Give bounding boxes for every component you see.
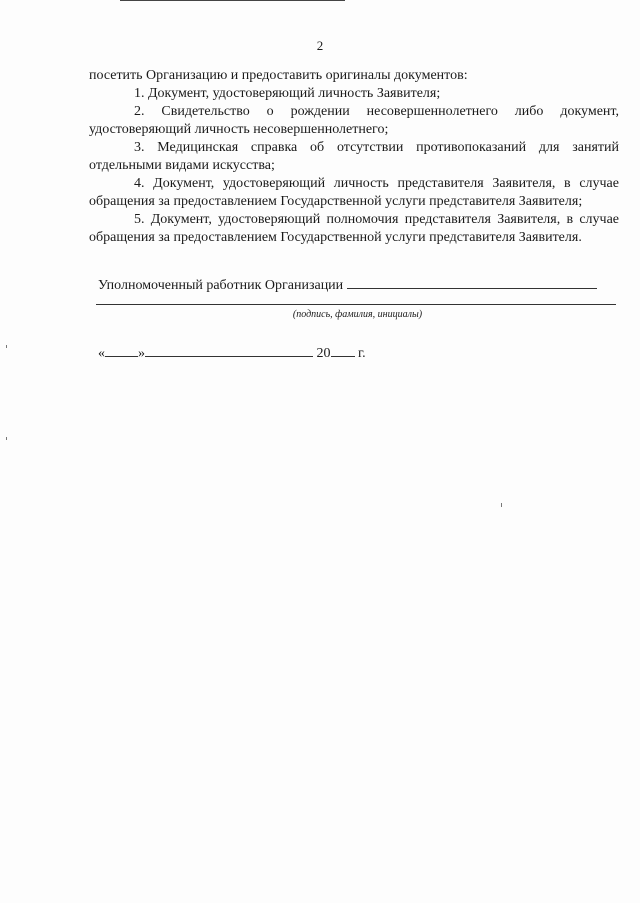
body-text [89,67,619,247]
scan-speck [6,437,7,440]
year-prefix: 20 [316,346,331,361]
intro-paragraph: посетить Организацию и предоставить оригиналы документов: [89,68,468,83]
scan-speck [6,345,7,348]
month-blank [145,344,313,357]
signature-label: Уполномоченный работник Организации [98,278,344,293]
signature-full-rule [96,304,616,305]
list-item-2: 2. Свидетельство о рождении несовершеннолетнего либо документ, удостоверяющий личность несовершеннолетнего; [89,104,619,137]
list-item-1: 1. Документ, удостоверяющий личность Заявителя; [134,86,441,101]
year-blank [331,344,355,357]
year-suffix: г. [358,346,366,361]
day-blank [105,344,138,357]
signature-row [98,276,618,294]
top-rule [120,0,345,1]
signature-caption: (подпись, фамилия, инициалы) [292,309,423,320]
list-item-5: 5. Документ, удостоверяющий полномочия представителя Заявителя, в случае обращения за предоставлением Государственной услуги представителя Заявителя. [89,212,619,245]
list-item-4: 4. Документ, удостоверяющий личность представителя Заявителя, в случае обращения за предоставлением Государственной услуги представителя Заявителя; [89,176,619,209]
date-row [98,344,366,362]
scan-speck [501,503,502,507]
date-open-quote: « [98,346,105,361]
page-number: 2 [316,38,324,53]
signature-blank [347,276,597,289]
date-close-quote: » [138,346,145,361]
list-item-3: 3. Медицинская справка об отсутствии противопоказаний для занятий отдельными видами искусства; [89,140,619,173]
